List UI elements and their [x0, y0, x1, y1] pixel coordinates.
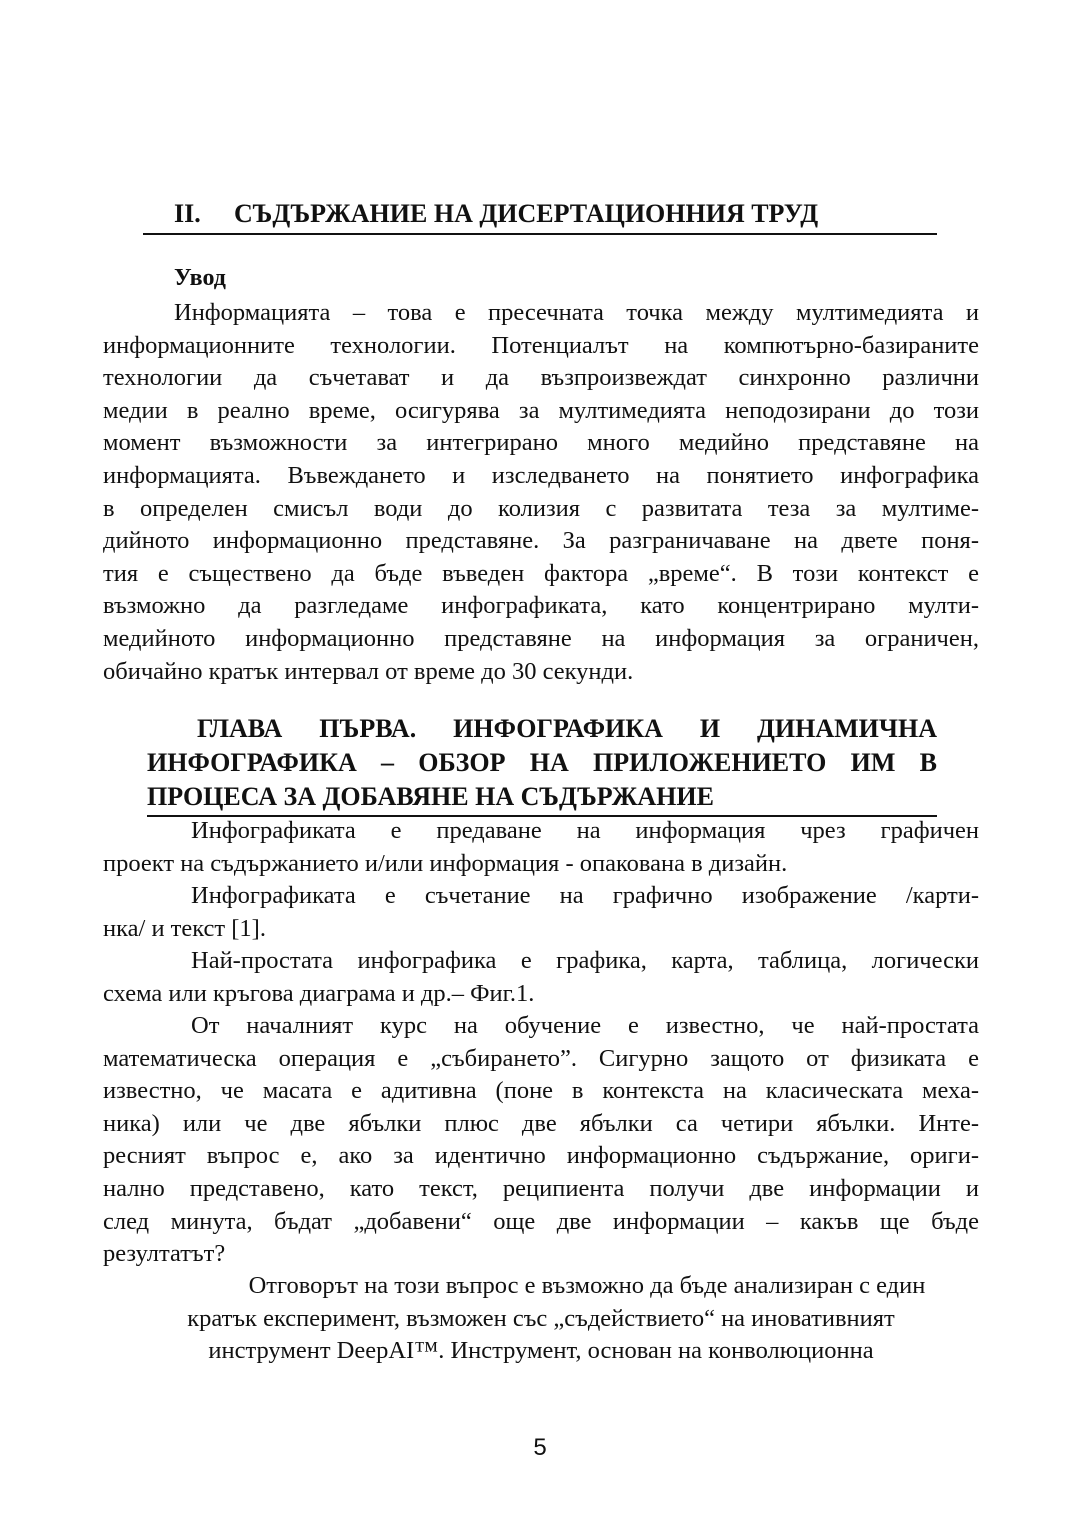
text-line: схема или кръгова диаграма и др.– Фиг.1.	[103, 979, 535, 1007]
text-line: технологии да съчетават и да възпроизвеждат синхронно различни	[103, 364, 979, 392]
chapter-title-line: ПРОЦЕСА ЗА ДОБАВЯНЕ НА СЪДЪРЖАНИЕ	[147, 780, 937, 817]
text-line: Отговорът на този въпрос е възможно да бъде анализиран с един	[248, 1272, 926, 1299]
text-line: ника) или че две ябълки плюс две ябълки са четири ябълки. Инте-	[103, 1109, 979, 1137]
chapter-title-line: ИНФОГРАФИКА – ОБЗОР НА ПРИЛОЖЕНИЕТО ИМ В	[147, 748, 937, 777]
text-line: възможно да разгледаме инфографиката, като концентрирано мулти-	[103, 592, 979, 620]
intro-heading: Увод	[174, 265, 226, 291]
intro-paragraph	[103, 297, 979, 688]
chapter-paragraph-1	[103, 815, 979, 880]
text-line: информационните технологии. Потенциалът на компютърно-базираните	[103, 331, 979, 359]
text-line: Информацията – това е пресечната точка между мултимедията и	[174, 299, 979, 326]
section-heading	[143, 196, 937, 235]
chapter-title-line: ГЛАВА ПЪРВА. ИНФОГРАФИКА И ДИНАМИЧНА	[197, 714, 937, 743]
chapter-paragraph-5	[103, 1270, 979, 1368]
text-line: инструмент DeepAI™. Инструмент, основан на конволюционна	[208, 1337, 874, 1365]
text-line: в определен смисъл води до колизия с развитата теза за мултиме-	[103, 494, 979, 522]
section-number: II.	[174, 199, 201, 228]
text-line: тия е съществено да бъде въведен фактора „време“. В този контекст е	[103, 559, 979, 587]
text-line: известно, че масата е адитивна (поне в контекста на класическата меха-	[103, 1077, 979, 1105]
section-title: СЪДЪРЖАНИЕ НА ДИСЕРТАЦИОННИЯ ТРУД	[234, 199, 819, 228]
text-line: момент възможности за интегрирано много медийно представяне на	[103, 429, 979, 457]
text-line: дийното информационно представяне. За разграничаване на двете поня-	[103, 527, 979, 555]
text-line: математическа операция е „събирането”. Сигурно защото от физиката е	[103, 1044, 979, 1072]
text-line: медии в реално време, осигурява за мултимедията неподозирани до този	[103, 396, 979, 424]
text-line: резултатът?	[103, 1240, 226, 1268]
text-line: информацията. Въвеждането и изследването на понятието инфографика	[103, 461, 979, 489]
text-line: обичайно кратък интервал от време до 30 секунди.	[103, 657, 634, 685]
text-line: Инфографиката е съчетание на графично изображение /карти-	[191, 882, 979, 909]
chapter-heading	[147, 712, 937, 817]
text-line: нално представено, като текст, реципиента получи две информации и	[103, 1174, 979, 1202]
page-number: 5	[533, 1434, 547, 1461]
text-line: Най-простата инфографика е графика, карта, таблица, логически	[191, 947, 979, 974]
text-line: кратък експеримент, възможен със „съдействието“ на иновативният	[187, 1304, 895, 1332]
chapter-paragraph-2	[103, 880, 979, 945]
text-line: след минута, бъдат „добавени“ още две информации – какъв ще бъде	[103, 1207, 979, 1235]
text-line: проект на съдържанието и/или информация - опакована в дизайн.	[103, 849, 788, 877]
text-line: Инфографиката е предаване на информация чрез графичен	[191, 817, 979, 844]
text-line: ресният въпрос е, ако за идентично информационно съдържание, ориги-	[103, 1142, 979, 1170]
text-line: медийното информационно представяне на информация за ограничен,	[103, 624, 979, 652]
chapter-paragraph-4	[103, 1010, 979, 1271]
text-line: нка/ и текст [1].	[103, 914, 266, 942]
chapter-paragraph-3	[103, 945, 979, 1010]
text-line: От началният курс на обучение е известно, че най-простата	[191, 1012, 979, 1039]
